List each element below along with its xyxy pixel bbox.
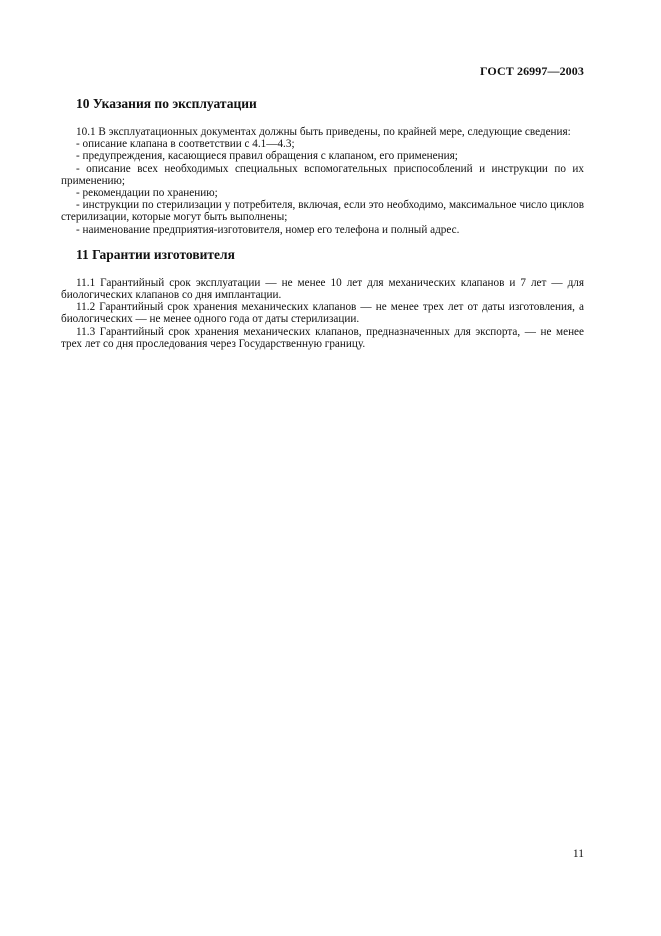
list-item: - описание клапана в соответствии с 4.1—4.3; xyxy=(76,138,295,151)
list-item: - рекомендации по хранению; xyxy=(76,187,218,200)
section-11-title: 11 Гарантии изготовителя xyxy=(76,246,235,262)
list-item: - описание всех необходимых специальных вспомогательных приспособлений и инструкции по их применению; xyxy=(61,162,584,187)
section-11-paragraph: 11.1 Гарантийный срок эксплуатации — не менее 10 лет для механических клапанов и 7 лет — для биологических клапанов со дня имплантации. xyxy=(61,276,584,302)
list-item: - наименование предприятия-изготовителя, номер его телефона и полный адрес. xyxy=(76,223,460,236)
document-body xyxy=(61,96,584,350)
page-number: 11 xyxy=(572,848,584,860)
section-10-title: 10 Указания по эксплуатации xyxy=(76,96,257,111)
section-11-paragraph: 11.2 Гарантийный срок хранения механических клапанов — не менее трех лет от даты изготовления, а биологических — не менее одного года от даты стерилизации. xyxy=(61,301,584,326)
list-item: - инструкции по стерилизации у потребителя, включая, если это необходимо, максимальное число циклов стерилизации, которые могут быть выполнены; xyxy=(61,199,584,224)
document-code: ГОСТ 26997—2003 xyxy=(480,64,584,78)
section-11-paragraph: 11.3 Гарантийный срок хранения механических клапанов, предназначенных для экспорта, — не менее трех лет со дня проследования через Государственную границу. xyxy=(61,325,584,350)
section-10-intro: 10.1 В эксплуатационных документах должны быть приведены, по крайней мере, следующие сведения: xyxy=(76,126,571,138)
list-item: - предупреждения, касающиеся правил обращения с клапаном, его применения; xyxy=(76,150,458,163)
